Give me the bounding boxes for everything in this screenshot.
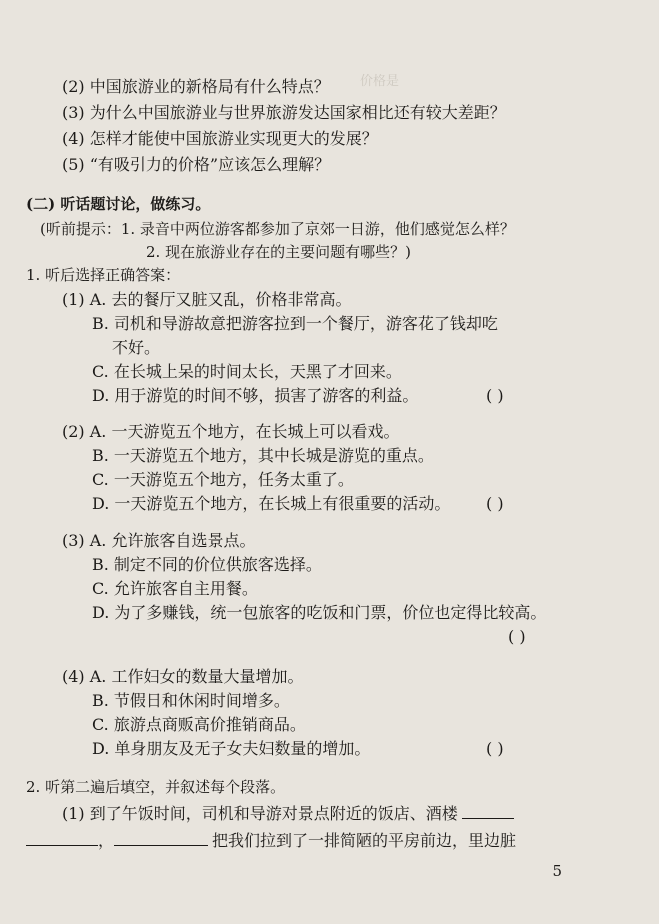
q2-answer-paren: ( ) (486, 494, 504, 513)
q4-answer-paren: ( ) (486, 739, 504, 758)
q2-option-b: B. 一天游览五个地方，其中长城是游览的重点。 (92, 446, 434, 465)
ex2-line-2 (26, 829, 516, 852)
page-number: 5 (552, 862, 562, 880)
question-2: (2) 中国旅游业的新格局有什么特点？ (62, 77, 330, 96)
fill-blank-1[interactable] (462, 802, 514, 819)
listening-hint-1: (听前提示：1. 录音中两位游客都参加了京郊一日游，他们感觉怎么样？ (40, 220, 515, 238)
question-4: (4) 怎样才能使中国旅游业实现更大的发展？ (62, 129, 378, 148)
bleed-through-text: 价格是 (360, 74, 659, 89)
ex2-line-1 (62, 802, 514, 825)
fill-blank-2[interactable] (26, 829, 98, 846)
q4-option-c: C. 旅游点商贩高价推销商品。 (92, 715, 306, 734)
question-5: (5) “有吸引力的价格”应该怎么理解？ (62, 155, 331, 174)
ex2-line-1-text: (1) 到了午饭时间，司机和导游对景点附近的饭店、酒楼 (62, 804, 458, 823)
q1-option-b: B. 司机和导游故意把游客拉到一个餐厅，游客花了钱却吃 (92, 314, 498, 333)
q1-option-c: C. 在长城上呆的时间太长，天黑了才回来。 (92, 362, 402, 381)
q1-option-a: (1) A. 去的餐厅又脏又乱，价格非常高。 (62, 290, 352, 309)
exercise-2-title: 2. 听第二遍后填空，并叙述每个段落。 (26, 778, 286, 796)
q4-option-d: D. 单身朋友及无子女夫妇数量的增加。 (92, 739, 371, 758)
q1-option-d: D. 用于游览的时间不够，损害了游客的利益。 (92, 386, 419, 405)
q4-option-b: B. 节假日和休闲时间增多。 (92, 691, 290, 710)
q1-answer-paren: ( ) (486, 386, 504, 405)
q3-answer-paren: ( ) (508, 627, 526, 646)
fill-blank-3[interactable] (114, 829, 208, 846)
q3-option-c: C. 允许旅客自主用餐。 (92, 579, 258, 598)
q3-option-a: (3) A. 允许旅客自选景点。 (62, 531, 256, 550)
ex2-line-2-text: 把我们拉到了一排简陋的平房前边，里边脏 (212, 831, 517, 850)
q3-option-d: D. 为了多赚钱，统一包旅客的吃饭和门票，价位也定得比较高。 (92, 603, 547, 622)
listening-hint-2: 2. 现在旅游业存在的主要问题有哪些？) (146, 243, 411, 261)
q2-option-d: D. 一天游览五个地方，在长城上有很重要的活动。 (92, 494, 451, 513)
q4-option-a: (4) A. 工作妇女的数量大量增加。 (62, 667, 304, 686)
q2-option-c: C. 一天游览五个地方，任务太重了。 (92, 470, 354, 489)
exercise-1-title: 1. 听后选择正确答案： (26, 266, 181, 284)
q3-option-b: B. 制定不同的价位供旅客选择。 (92, 555, 322, 574)
q2-option-a: (2) A. 一天游览五个地方，在长城上可以看戏。 (62, 422, 400, 441)
question-3: (3) 为什么中国旅游业与世界旅游发达国家相比还有较大差距？ (62, 103, 506, 122)
q1-option-b-cont: 不好。 (112, 338, 161, 357)
ex2-line-2-sep: ， (98, 831, 115, 850)
section-title: (二) 听话题讨论，做练习。 (26, 195, 211, 213)
